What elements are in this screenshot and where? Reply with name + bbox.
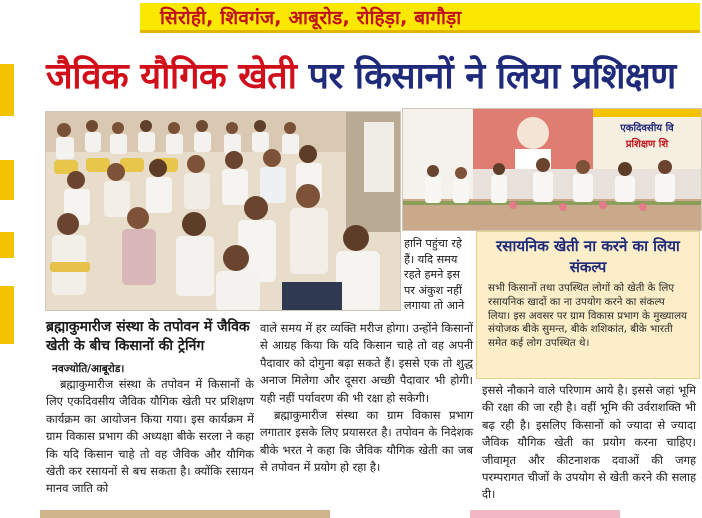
headline-part-2: पर किसानों ने लिया प्रशिक्षण [308,56,676,97]
audience-photo-illustration [46,112,401,311]
highlight-box-body: सभी किसानों तथा उपस्थित लोगों को खेती के लिए रसायनिक खादों का ना उपयोग करने का संकल्प लिया। इस अवसर पर ग्राम विकास प्रभाग के मुख्यालय संयोजक बीके सुमन्त, बीके शशिकांत, बीके भारती समेत कई लोग उपस्थित थे। [488,282,688,350]
location-names: सिरोही, शिवगंज, आबूरोड, रोहिड़ा, बागौड़ा [160,7,462,29]
article-paragraph: हानि पहुंचा रहे हैं। यदि समय रहते हमने इस पर अंकुश नहीं लगाया तो आने [404,237,465,313]
location-bar [0,0,702,36]
article-paragraph: इससे नौकाने वाले परिणाम आये है। इससे जहां भूमि की रक्षा की जा रही है। वहीं भूमि की उर्वराशक्ति भी बढ़ रही है। इसलिए किसानों को ज्यादा से ज्यादा जैविक यौगिक खेती का प्रयोग करना चाहिए। जीवामृत और कीटनाशक दवाओं की जगह परम्परागत चीजों के उपयोग से खेती करने की सलाह दी। [482,383,696,502]
edge-tab [0,64,14,116]
highlight-box-title: रसायनिक खेती ना करने का लिया संकल्प [496,237,680,276]
article-column-1 [46,376,254,498]
dateline: नवज्योति/आबूरोड। [52,363,125,375]
article-paragraph: ब्रह्माकुमारीज संस्था का ग्राम विकास प्रभाग लगातार इसके लिए प्रयासरत है। तपोवन के निदेशक बीके भरत ने कहा कि जैविक यौगिक खेती का जब से तपोवन में प्रयोग हो रहा है। [260,408,473,475]
photo-caption: ब्रह्माकुमारीज संस्था के तपोवन में जैविक खेती के बीच किसानों की ट्रेनिंग [46,319,250,354]
edge-tab [0,286,14,344]
article-column-2 [260,320,473,477]
article-column-3 [482,382,696,504]
headline-part-1: जैविक यौगिक खेती [46,56,309,97]
audience-photo [45,111,401,311]
article-column-float [404,236,472,314]
stage-photo [402,108,702,231]
article-paragraph: वाले समय में हर व्यक्ति मरीज होगा। उन्होंने किसानों से आग्रह किया कि यदि किसान चाहे तो वह अपनी पैदावार को दोगुना बढ़ा सकते हैं। इससे एक तो शुद्ध अनाज मिलेगा और दूसरा अच्छी पैदावार भी होगी। यही नहीं पर्यावरण की भी रक्षा हो सकेगी। [260,321,473,405]
edge-tab [0,160,14,200]
next-article-strip [470,510,620,518]
headline [46,52,696,104]
next-article-strip [40,510,330,518]
stage-banner-line-1: एकदिवसीय वि [620,123,674,134]
article-paragraph: ब्रह्माकुमारीज संस्था के तपोवन में किसानों के लिए एकदिवसीय जैविक यौगिक खेती पर प्रशिक्षण कार्यक्रम का आयोजन किया गया। इस कार्यक्रम में ग्राम विकास प्रभाग की अध्यक्षा बीके सरला ने कहा कि यदि किसान चाहे तो वह जैविक और यौगिक खेती कर रसायनों से बच सकता है। क्योंकि रसायन मानव जाति को [46,377,254,496]
stage-photo-illustration [403,109,702,231]
edge-tab [0,232,14,258]
stage-banner-line-2: प्रशिक्षण शि [625,139,669,150]
